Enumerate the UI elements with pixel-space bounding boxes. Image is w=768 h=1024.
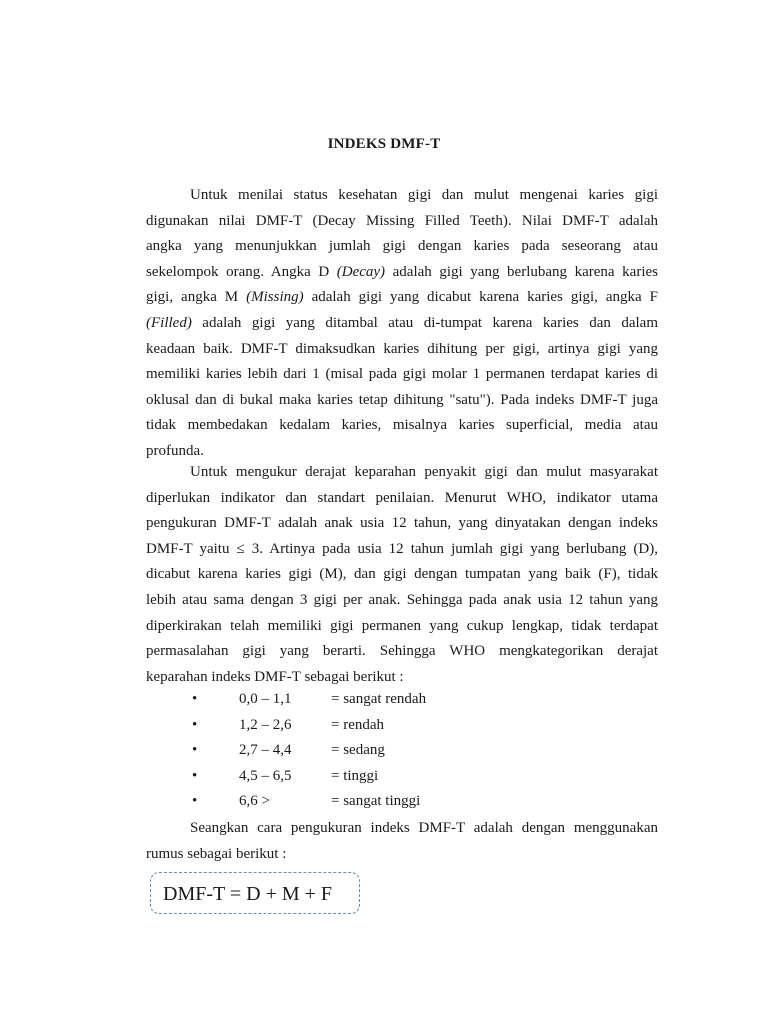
text-line: oklusal dan di bukal maka karies tetap dihitung "satu"). Pada indeks DMF-T juga: [146, 392, 658, 408]
text-line: dicabut karena karies gigi (M), dan gigi dengan tumpatan yang baik (F), tidak: [146, 566, 658, 582]
text-line: tidak membedakan kedalam karies, misalnya karies superficial, media atau: [146, 417, 658, 433]
text-line: diperlukan indikator dan standart penilaian. Menurut WHO, indikator utama: [146, 490, 658, 506]
text-line: lebih atau sama dengan 3 gigi per anak. Sehingga pada anak usia 12 tahun yang: [146, 592, 658, 608]
bullet-point: •: [192, 717, 198, 733]
text-line: rumus sebagai berikut :: [146, 846, 287, 862]
italic-term: (Decay): [336, 264, 386, 280]
text-line: profunda.: [146, 443, 204, 459]
text-line: [146, 287, 658, 307]
text-line: Untuk mengukur derajat keparahan penyakit gigi dan mulut masyarakat: [190, 464, 658, 480]
category-label: = sedang: [331, 742, 385, 758]
text-line: angka yang menunjukkan jumlah gigi dengan karies pada seseorang atau: [146, 238, 658, 254]
text-segment: sekelompok orang. Angka D: [146, 264, 337, 280]
text-line: Seangkan cara pengukuran indeks DMF-T adalah dengan menggunakan: [190, 820, 658, 836]
text-line: memiliki karies lebih dari 1 (misal pada gigi molar 1 permanen terdapat karies di: [146, 366, 658, 382]
category-label: = sangat tinggi: [331, 793, 421, 809]
category-range: 1,2 – 2,6: [239, 717, 292, 733]
text-segment: adalah gigi yang berlubang karena karies: [385, 264, 658, 280]
italic-term: (Missing): [246, 289, 304, 305]
text-line: [146, 313, 658, 333]
text-line: [146, 262, 658, 282]
text-line: DMF-T yaitu ≤ 3. Artinya pada usia 12 tahun jumlah gigi yang berlubang (D),: [146, 541, 658, 557]
text-segment: adalah gigi yang ditambal atau di-tumpat karena karies dan dalam: [191, 315, 658, 331]
italic-term: (Filled): [146, 315, 192, 331]
bullet-point: •: [192, 793, 198, 809]
text-line: digunakan nilai DMF-T (Decay Missing Filled Teeth). Nilai DMF-T adalah: [146, 213, 658, 229]
text-segment: gigi, angka M: [146, 289, 247, 305]
formula-box: DMF-T = D + M + F: [150, 872, 360, 914]
category-range: 0,0 – 1,1: [239, 691, 292, 707]
text-line: keparahan indeks DMF-T sebagai berikut :: [146, 669, 404, 685]
page-title: INDEKS DMF-T: [327, 136, 441, 152]
category-range: 4,5 – 6,5: [239, 768, 292, 784]
category-label: = tinggi: [331, 768, 379, 784]
category-range: 6,6 >: [239, 793, 270, 809]
text-line: keadaan baik. DMF-T dimaksudkan karies dihitung per gigi, artinya gigi yang: [146, 341, 658, 357]
text-segment: adalah gigi yang dicabut karena karies gigi, angka F: [303, 289, 658, 305]
bullet-point: •: [192, 742, 198, 758]
bullet-point: •: [192, 768, 198, 784]
text-line: permasalahan gigi yang berarti. Sehingga WHO mengkategorikan derajat: [146, 643, 658, 659]
category-label: = sangat rendah: [331, 691, 427, 707]
text-line: Untuk menilai status kesehatan gigi dan mulut mengenai karies gigi: [190, 187, 658, 203]
category-label: = rendah: [331, 717, 385, 733]
text-line: diperkirakan telah memiliki gigi permanen yang cukup lengkap, tidak terdapat: [146, 618, 658, 634]
category-range: 2,7 – 4,4: [239, 742, 292, 758]
text-line: pengukuran DMF-T adalah anak usia 12 tahun, yang dinyatakan dengan indeks: [146, 515, 658, 531]
bullet-point: •: [192, 691, 198, 707]
